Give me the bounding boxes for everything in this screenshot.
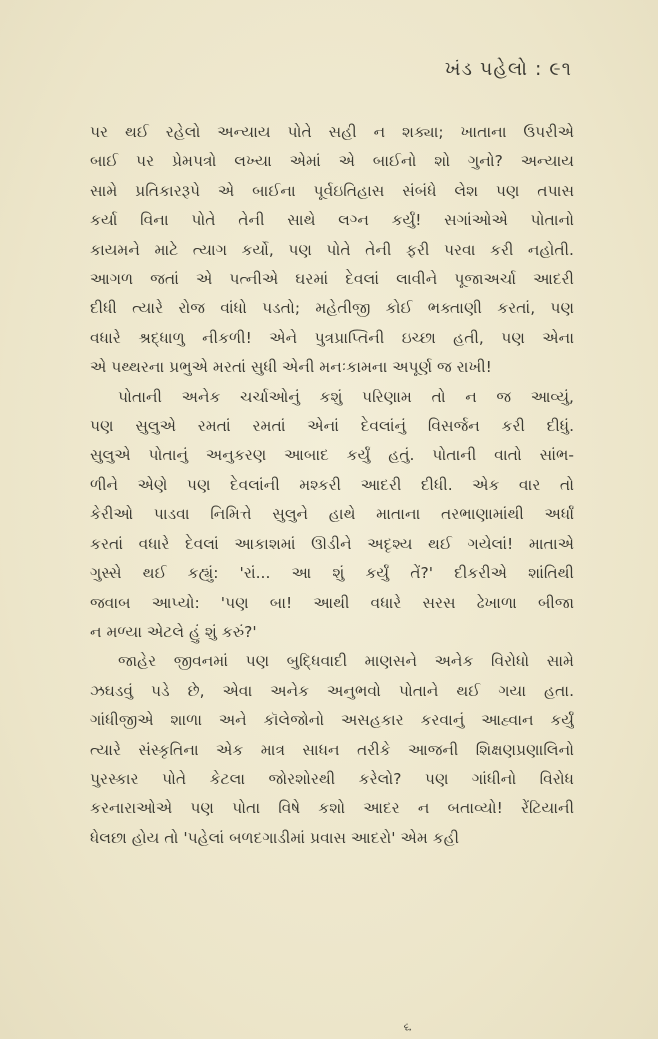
text-line: ન મળ્યા એટલે હું શું કરું?' [90,622,257,641]
text-line: જવાબ આપ્યો: 'પણ બા! આથી વધારે સરસ ઢેખાળા બીજા [90,593,574,612]
text-line: આગળ જતાં એ પત્નીએ ઘરમાં દેવલાં લાવીને પૂજાઅર્ચા આદરી [90,270,574,289]
text-line: ગાંધીજીએ શાળા અને કૉલેજોનો અસહકાર કરવાનું આહ્વાન કર્યું [90,711,574,730]
text-line: ત્યારે સંસ્કૃતિના એક માત્ર સાધન તરીકે આજની શિક્ષણપ્રણાલિનો [90,740,574,759]
body-text [90,118,574,853]
text-line: કર્યા વિના પોતે તેની સાથે લગ્ન કર્યું! સગાંઓએ પોતાનો [90,211,574,230]
signature-mark: ૬ [401,1019,413,1035]
text-line: સુલુએ પોતાનું અનુકરણ આબાદ કર્યું હતું. પોતાની વાતો સાંભ- [90,446,574,465]
text-line: ળીને એણે પણ દેવલાંની મશ્કરી આદરી દીધી. એક વાર તો [90,475,574,494]
paragraph [90,647,574,853]
text-line: ધેલછા હોય તો 'પહેલાં બળદગાડીમાં પ્રવાસ આદરો' એમ કહી [90,828,460,847]
text-line: પર થઈ રહેલો અન્યાય પોતે સહી ન શક્યા; ખાતાના ઉપરીએ [90,123,574,141]
running-head: ખંડ પહેલો : ૯૧ [444,58,572,80]
paragraph [90,118,574,383]
text-line: કેરીઓ પાડવા નિમિત્તે સુલુને હાથે માતાના તરભાણામાંથી અર્ધાં [90,505,574,524]
text-line: કરતાં વધારે દેવલાં આકાશમાં ઊડીને અદૃશ્ય થઈ ગયેલાં! માતાએ [90,534,574,553]
text-line: ગુસ્સે થઈ કહ્યું: 'રાં... આ શું કર્યું તેં?' દીકરીએ શાંતિથી [90,564,574,583]
text-line: પોતાની અનેક ચર્ચાઓનું કશું પરિણામ તો ન જ આવ્યું, [118,387,574,406]
text-line: બાઈ પર પ્રેમપત્રો લખ્યા એમાં એ બાઈનો શો ગુનો? અન્યાય [90,152,574,171]
text-line: જાહેર જીવનમાં પણ બુદ્ધિવાદી માણસને અનેક વિરોધો સામે [118,652,574,671]
text-line: એ પથ્થરના પ્રભુએ મરતાં સુધી એની મનઃકામના અપૂર્ણ જ રાખી! [90,358,492,377]
text-line: કરનારાઓએ પણ પોતા વિષે કશો આદર ન બતાવ્યો! રેંટિયાની [90,799,574,818]
text-line: કાયમને માટે ત્યાગ કર્યો, પણ પોતે તેની ફરી પરવા કરી નહોતી. [90,240,574,259]
text-line: પણ સુલુએ રમતાં રમતાં એનાં દેવલાંનું વિસર્જન કરી દીધું. [90,417,574,436]
text-line: વધારે શ્રદ્ધાળુ નીકળી! એને પુત્રપ્રાપ્તિની ઇચ્છા હતી, પણ એના [90,328,574,347]
paragraph [90,383,574,648]
text-line: સામે પ્રતિકારરૂપે એ બાઈના પૂર્વઇતિહાસ સંબંધે લેશ પણ તપાસ [90,181,574,200]
text-line: પુરસ્કાર પોતે કેટલા જોરશોરથી કરેલો? પણ ગાંધીનો વિરોધ [90,769,574,788]
text-line: દીધી ત્યારે રોજ વાંધો પડતો; મહેતીજી કોઈ ભક્તાણી કરતાં, પણ [90,299,574,318]
text-line: ઝઘડવું પડે છે, એવા અનેક અનુભવો પોતાને થઈ ગયા હતા. [90,681,574,700]
